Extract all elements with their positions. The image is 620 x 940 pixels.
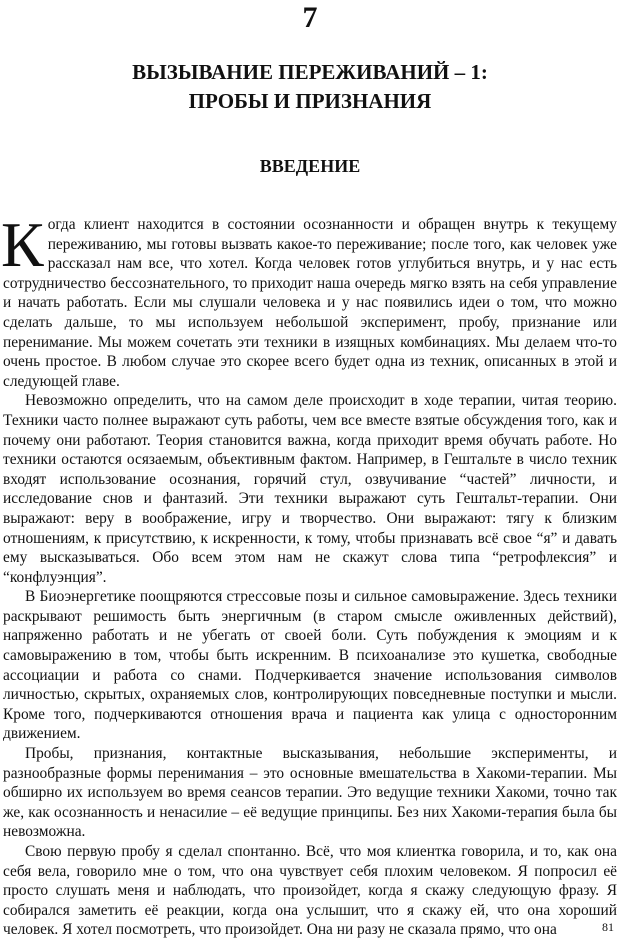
- section-title: ВВЕДЕНИЕ: [259, 156, 361, 176]
- chapter-title-line-1: ВЫЗЫВАНИЕ ПЕРЕЖИВАНИЙ – 1:: [132, 60, 488, 84]
- paragraph-2: Невозможно определить, что на самом деле происходит в ходе терапии, читая теорию. Техники часто полнее выражают суть работы, чем все вместе взятые обсуждения того, как и почему они работают. Теория становится важна, когда приходит время обучать работе. Но техники остаются осязаемым, объективным фактом. Например, в Гештальте в число техник входят использование осознания, горячий стул, озвучивание “частей” личности, и исследование снов и фантазий. Эти техники выражают суть Гештальт-терапии. Они выражают: веру в воображение, игру и творчество. Они выражают: тягу к близким отношениям, к присутствию, к искренности, к тому, чтобы признавать всё свое “я” и давать ему высказываться. Обо всем этом нам не скажут слова типа “ретрофлексия” и “конфлуэнция”.: [3, 392, 617, 586]
- page-number: 81: [602, 920, 614, 934]
- chapter-title-line-2: ПРОБЫ И ПРИЗНАНИЯ: [188, 89, 432, 113]
- paragraph-1: [1, 209, 617, 391]
- paragraph-3: В Биоэнергетике поощряются стрессовые позы и сильное самовыражение. Здесь техники раскрывают решимость быть энергичным (в старом смысле оживленных действий), напряженно работать и не убегать от своей боли. Суть побуждения к эмоциям и к самовыражению в том, чтобы быть искренним. В психоанализе это кушетка, свободные ассоциации и работа со снами. Подчеркивается значение использования символов личностью, скрытых, охраняемых слов, контролирующих повседневные поступки и мысли. Кроме того, подчеркиваются отношения врача и пациента как улица с односторонним движением.: [3, 588, 617, 743]
- body-text: [1, 209, 617, 940]
- drop-cap: К: [1, 209, 44, 280]
- chapter-number: 7: [302, 1, 318, 34]
- chapter-title: [0, 58, 620, 116]
- paragraph-1-text: огда клиент находится в состоянии осознанности и обращен внутрь к текущему переживанию, мы готовы вызвать какое-то переживание; после того, как человек уже рассказал нам все, что хотел. Когда человек готов углубиться внутрь, и у нас есть сотрудничество бессознательного, то приходит наша очередь мягко взять на себя управление и начать работать. Если мы слушали человека и у нас появились идеи о том, что можно сделать дальше, то мы используем небольшой эксперимент, пробу, признание или перенимание. Мы можем сочетать эти техники в изящных комбинациях. Мы делаем что-то очень простое. В любом случае это скорее всего будет одна из техник, описанных в этой и следующей главе.: [3, 216, 617, 390]
- paragraph-4: Пробы, признания, контактные высказывания, небольшие эксперименты, и разнообразные формы перенимания – это основные вмешательства в Хакоми-терапии. Мы обширно их используем во время сеансов терапии. Это ведущие техники Хакоми, точно так же, как осознанность и ненасилие – её ведущие принципы. Без них Хакоми-терапия была бы невозможна.: [3, 745, 617, 841]
- paragraph-5: Свою первую пробу я сделал спонтанно. Всё, что моя клиентка говорила, и то, как она себя вела, говорило мне о том, что она чувствует себя плохим человеком. Я попросил её просто слушать меня и наблюдать, что произойдет, когда я скажу следующую фразу. Я собирался заметить её реакции, когда она услышит, что я скажу ей, что она хороший человек. Я хотел посмотреть, что произойдет. Она ни разу не сказала прямо, что она: [3, 843, 617, 939]
